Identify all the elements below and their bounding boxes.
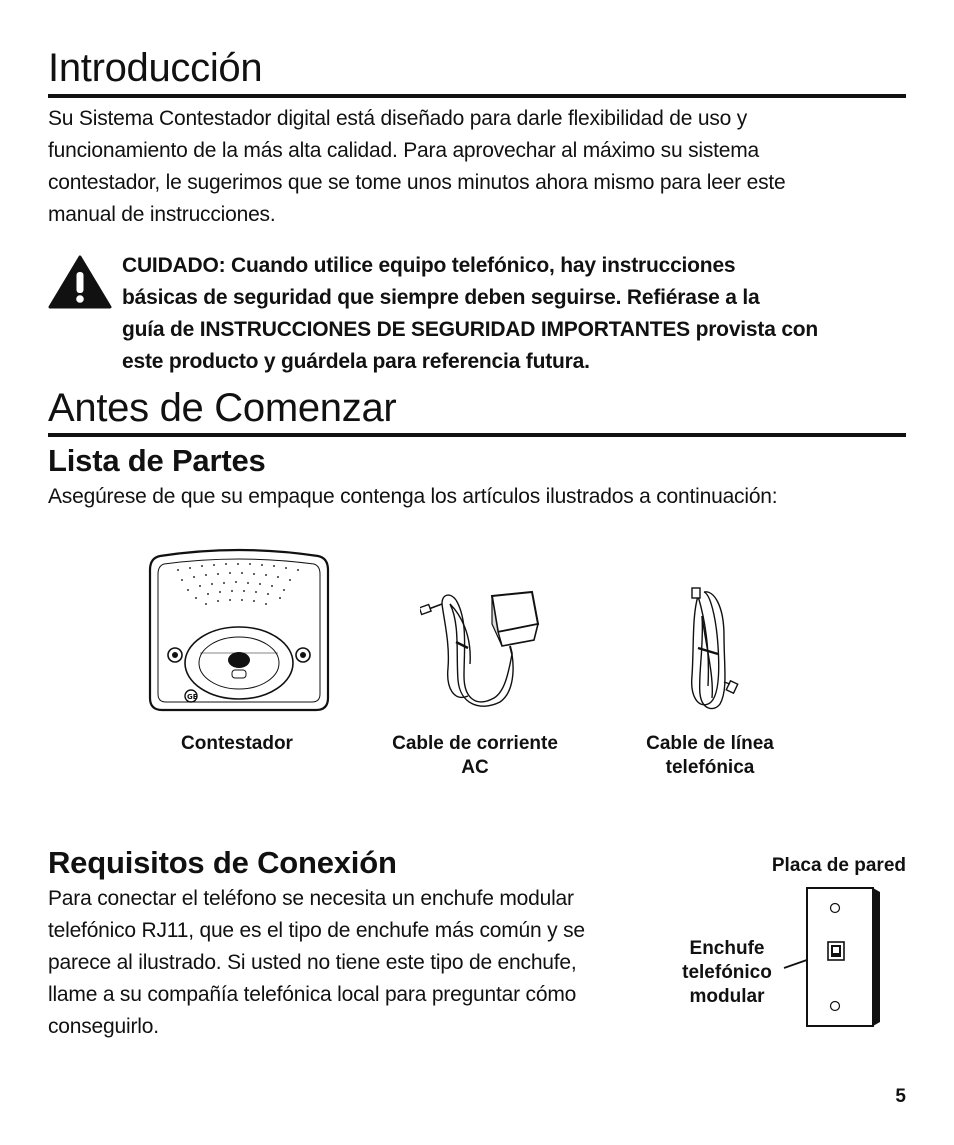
answering-machine-icon xyxy=(148,548,330,713)
wall-plate-label: Placa de pared xyxy=(771,855,906,876)
svg-text:GE: GE xyxy=(187,693,198,701)
parts-intro: Asegúrese de que su empaque contenga los artículos ilustrados a continuación: xyxy=(48,485,778,508)
ac-adapter-icon xyxy=(420,584,544,714)
part-caption-phone-cord: Cable de línea telefónica xyxy=(646,733,774,778)
jack-label: Enchufe telefónico modular xyxy=(682,938,772,1007)
before-start-rule xyxy=(48,433,906,437)
intro-rule xyxy=(48,94,906,98)
intro-title: Introducción xyxy=(48,46,263,90)
part-caption-contestador: Contestador xyxy=(181,733,293,754)
intro-paragraph: Su Sistema Contestador digital está diseñado para darle flexibilidad de uso y funcionamiento de la más alta calidad. Para aprovechar al máximo su sistema contestador, le sugerimos que se tome unos minutos ahora mismo para leer este manual de instrucciones. xyxy=(48,107,786,226)
caution-text: CUIDADO: Cuando utilice equipo telefónico, hay instrucciones básicas de seguridad que siempre deben seguirse. Refiérase a la guía de INSTRUCCIONES DE SEGURIDAD IMPORTANTES provista con este producto y guárdela para referencia futura. xyxy=(122,254,819,373)
page-number: 5 xyxy=(895,1086,906,1107)
warning-triangle-icon xyxy=(48,254,112,310)
wall-plate-icon xyxy=(780,884,886,1030)
before-start-title: Antes de Comenzar xyxy=(48,386,397,430)
parts-title: Lista de Partes xyxy=(48,443,266,478)
phone-line-cord-icon xyxy=(684,586,740,714)
connection-paragraph: Para conectar el teléfono se necesita un enchufe modular telefónico RJ11, que es el tipo de enchufe más común y se parece al ilustrado. Si usted no tiene este tipo de enchufe, llame a su compañía telefónica local para preguntar cómo conseguirlo. xyxy=(48,887,585,1038)
connection-title: Requisitos de Conexión xyxy=(48,845,397,880)
part-caption-ac-cable: Cable de corriente AC xyxy=(392,733,558,778)
